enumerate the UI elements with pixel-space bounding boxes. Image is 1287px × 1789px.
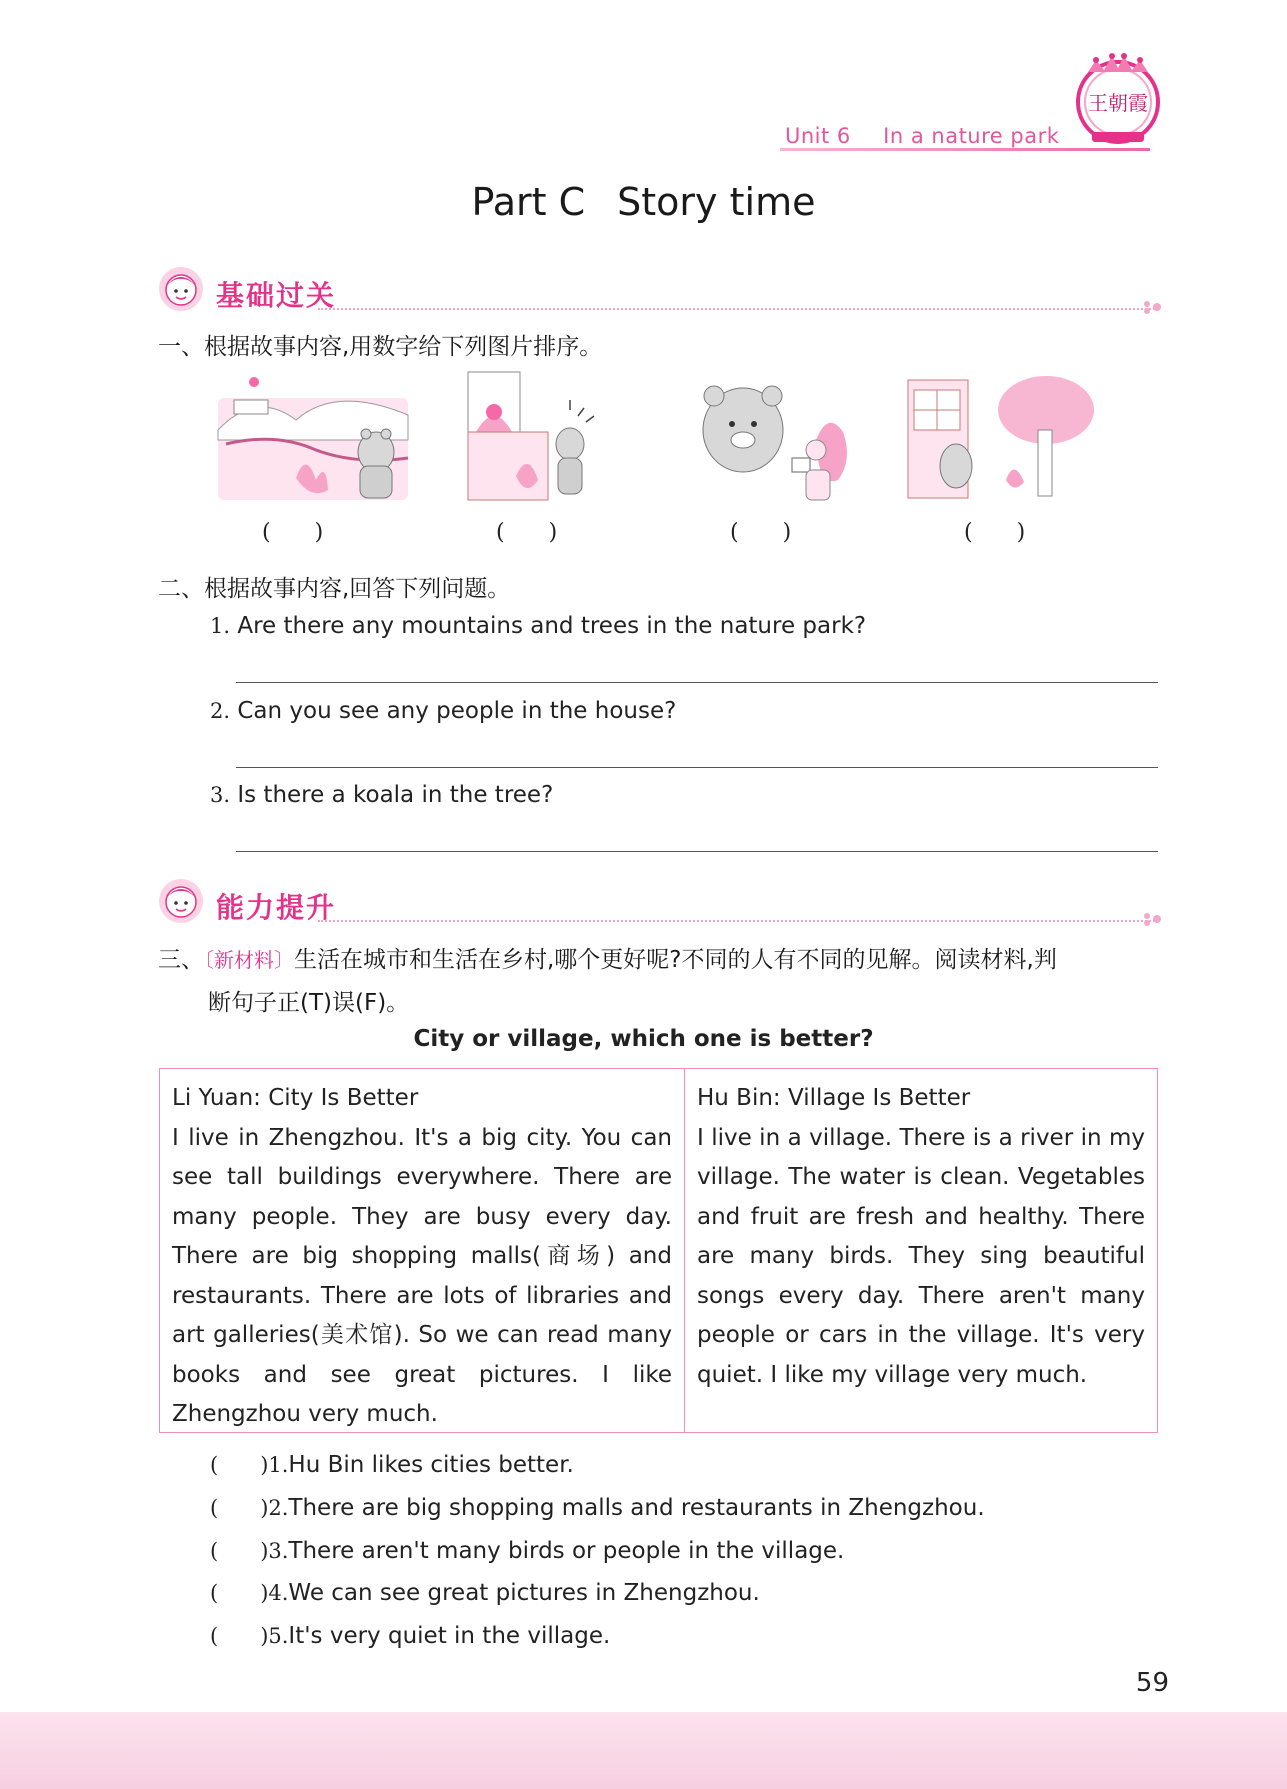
section-title-basic: 基础过关 (216, 279, 337, 312)
tf-bracket[interactable]: ( )3. (210, 1539, 289, 1563)
question-number: 1. (210, 614, 231, 638)
answer-line-3[interactable] (236, 851, 1158, 852)
header-underline (780, 148, 1150, 151)
answer-paren-3[interactable]: ( ) (730, 520, 792, 545)
tf-text: There aren't many birds or people in the village. (288, 1538, 845, 1564)
tf-bracket[interactable]: ( )2. (210, 1496, 289, 1520)
answer-paren-2[interactable]: ( ) (496, 520, 558, 545)
q2-question-3 (210, 782, 553, 808)
question-number: 2. (210, 699, 231, 723)
section-heading-advanced (158, 878, 1158, 930)
bear-squirrel-picture (688, 370, 860, 502)
dotted-divider (318, 920, 1158, 922)
question-text: Is there a koala in the tree? (237, 782, 554, 808)
question-text: Can you see any people in the house? (237, 698, 677, 724)
passage-title: City or village, which one is better? (413, 1026, 874, 1052)
tf-bracket[interactable]: ( )4. (210, 1581, 289, 1605)
tf-text: We can see great pictures in Zhengzhou. (288, 1580, 760, 1606)
tree-house-picture (906, 370, 1096, 502)
tf-text: There are big shopping malls and restaurants in Zhengzhou. (288, 1495, 985, 1521)
answer-line-1[interactable] (236, 682, 1158, 683)
answer-paren-4[interactable]: ( ) (964, 520, 1026, 545)
park-scene-picture (216, 370, 412, 502)
tf-bracket[interactable]: ( )1. (210, 1453, 289, 1477)
girl-avatar-icon (158, 878, 204, 924)
q3-instruction-line-1 (158, 941, 1057, 974)
section-title-advanced: 能力提升 (216, 891, 337, 924)
q3-prefix: 三、 (158, 947, 204, 973)
section-heading-basic (158, 266, 1158, 318)
q3-instruction-text: 生活在城市和生活在乡村,哪个更好呢?不同的人有不同的见解。阅读材料,判 (294, 947, 1057, 973)
answer-paren-1[interactable]: ( ) (262, 520, 324, 545)
tf-statement-2[interactable] (210, 1492, 985, 1522)
tf-statement-1[interactable] (210, 1449, 574, 1479)
dots-ornament-icon (1142, 300, 1164, 314)
answer-line-2[interactable] (236, 767, 1158, 768)
question-number: 3. (210, 783, 231, 807)
tf-bracket[interactable]: ( )5. (210, 1624, 289, 1648)
unit-number: Unit 6 (785, 124, 851, 148)
dotted-divider (318, 308, 1158, 310)
dots-ornament-icon (1142, 912, 1164, 926)
passage-table (159, 1068, 1158, 1433)
question-text: Are there any mountains and trees in the nature park? (237, 613, 867, 639)
house-window-picture (466, 370, 616, 502)
page-number: 59 (1135, 1668, 1169, 1698)
q2-instruction: 二、根据故事内容,回答下列问题。 (158, 576, 511, 602)
q3-instruction-line-2: 断句子正(T)误(F)。 (208, 990, 410, 1016)
title-name: Story time (617, 180, 816, 224)
logo-text: 王朝霞 (1088, 91, 1148, 115)
publisher-logo (1070, 50, 1166, 146)
q2-question-1 (210, 613, 866, 639)
tf-statement-4[interactable] (210, 1577, 760, 1607)
tf-text: Hu Bin likes cities better. (288, 1452, 574, 1478)
tf-text: It's very quiet in the village. (288, 1623, 611, 1649)
passage-right-body: I live in a village. There is a river in my village. The water is clean. Vegetables and fruit are fresh and healthy. There are many birds. They sing beautiful songs every day. There aren't many people or cars in the village. It's very quiet. I like my village very much. (697, 1124, 1145, 1388)
passage-left-heading: Li Yuan: City Is Better (172, 1085, 419, 1111)
q2-question-2 (210, 698, 676, 724)
passage-right-heading: Hu Bin: Village Is Better (697, 1085, 971, 1111)
tf-statement-3[interactable] (210, 1535, 844, 1565)
passage-right-column (685, 1069, 1157, 1432)
title-part: Part C (471, 180, 586, 224)
new-material-tag: 〔新材料〕 (204, 948, 294, 972)
passage-left-column (160, 1069, 685, 1432)
tf-statement-5[interactable] (210, 1620, 610, 1650)
page-title (0, 180, 1287, 224)
unit-title: In a nature park (883, 124, 1060, 148)
header-unit-label (785, 124, 1059, 148)
passage-left-body: I live in Zhengzhou. It's a big city. You can see tall buildings everywhere. There are many people. They are busy every day. There are big shopping malls(商场) and restaurants. There are lots of libraries and art galleries(美术馆). So we can read many books and see great pictures. I like Zhengzhou very much. (172, 1124, 672, 1427)
footer-band (0, 1712, 1287, 1789)
girl-avatar-icon (158, 266, 204, 312)
q1-instruction: 一、根据故事内容,用数字给下列图片排序。 (158, 334, 603, 360)
